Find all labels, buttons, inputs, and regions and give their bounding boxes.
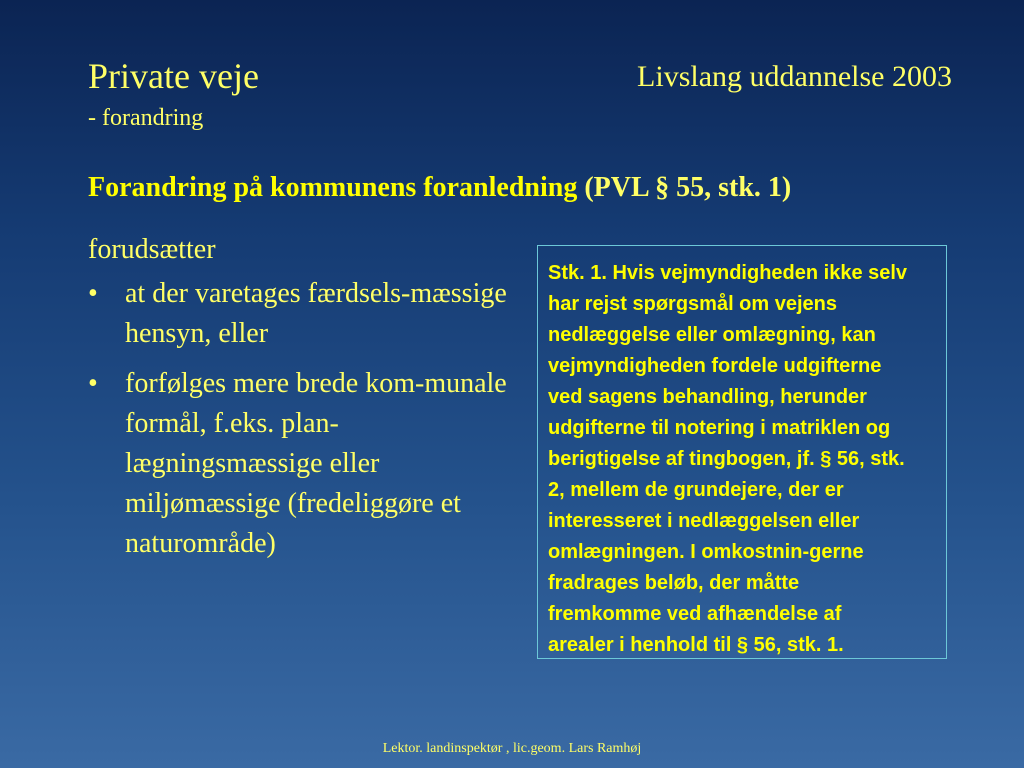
bullet-text: forfølges mere brede kom-munale formål, f.eks. plan-lægningsmæssige eller miljømæssige (fredeliggøre et naturområde) xyxy=(125,368,507,559)
footer-credit: Lektor. landinspektør , lic.geom. Lars Ramhøj xyxy=(382,741,642,756)
lead-text: forudsætter xyxy=(88,234,216,265)
section-heading xyxy=(88,174,791,202)
list-item xyxy=(88,274,508,354)
slide-title: Private veje xyxy=(88,56,259,96)
bullet-icon: • xyxy=(88,278,98,309)
bullet-text: at der varetages færdsels-mæssige hensyn, eller xyxy=(125,278,507,349)
slide-subtitle: - forandring xyxy=(88,105,204,131)
bullet-list xyxy=(88,274,508,574)
bullet-icon: • xyxy=(88,368,98,399)
course-label: Livslang uddannelse 2003 xyxy=(637,60,952,93)
quote-text: Stk. 1. Hvis vejmyndigheden ikke selv har rejst spørgsmål om vejens nedlæggelse eller omlægning, kan vejmyndigheden fordele udgifterne ved sagens behandling, herunder udgifterne til notering i matriklen og berigtigelse af tingbogen, jf. § 56, stk. 2, mellem de grundejere, der er interesseret i nedlæggelsen eller omlægningen. I omkostnin-gerne fradrages beløb, der måtte fremkomme ved afhændelse af arealer i henhold til § 56, stk. 1. xyxy=(548,262,908,656)
section-heading-main: Forandring på kommunens foranledning xyxy=(88,172,578,203)
section-heading-reference: (PVL § 55, stk. 1) xyxy=(584,172,792,203)
list-item xyxy=(88,364,508,564)
